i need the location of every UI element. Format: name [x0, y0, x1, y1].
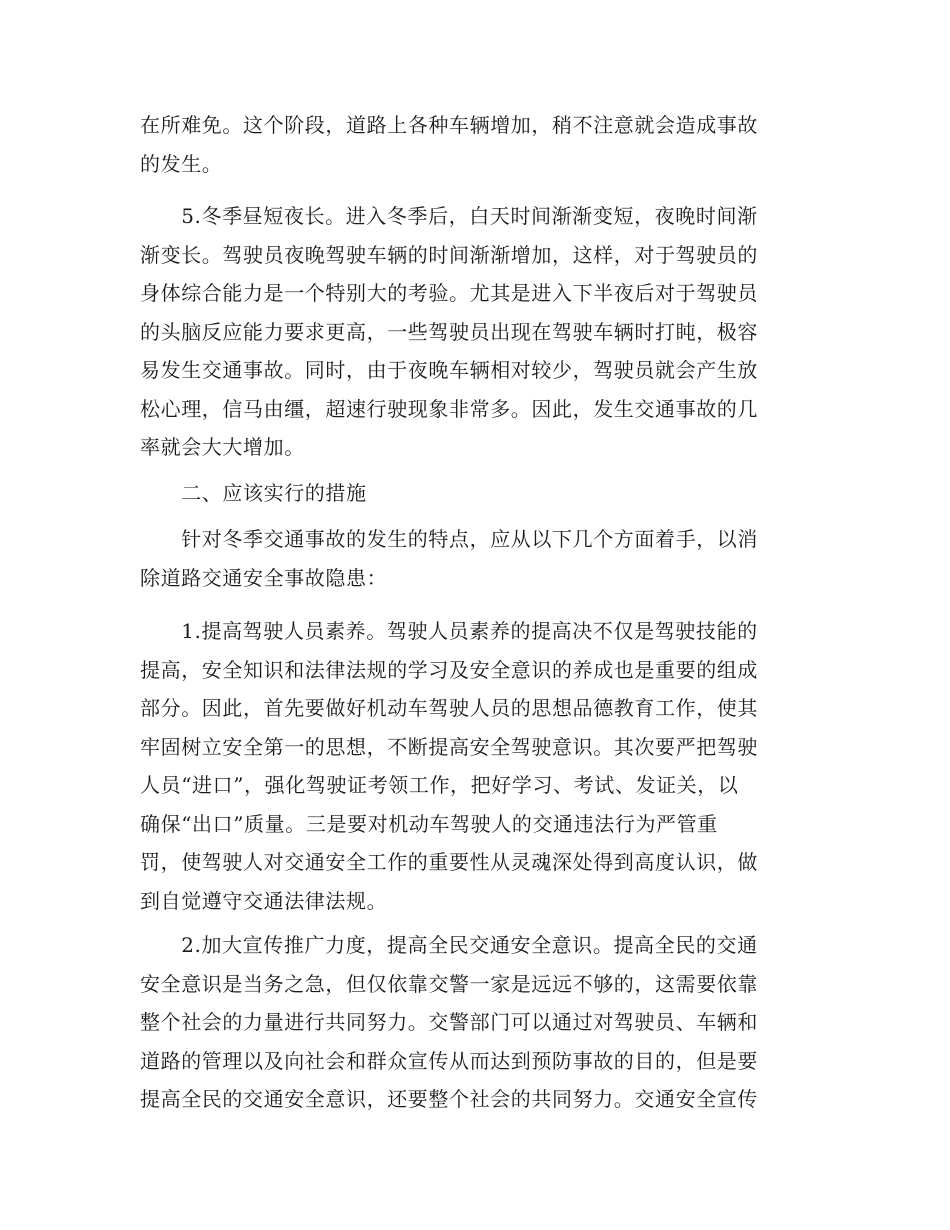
text-line: 道路的管理以及向社会和群众宣传从而达到预防事故的目的，但是要: [140, 1048, 758, 1073]
text-line: 二、应该实行的措施: [140, 481, 367, 505]
text-line: 提高全民的交通安全意识，还要整个社会的共同努力。交通安全宣传: [140, 1087, 758, 1111]
text-line: 部分。因此，首先要做好机动车驾驶人员的思想品德教育工作，使其: [140, 696, 758, 720]
text-line: 5.冬季昼短夜长。进入冬季后，白天时间渐渐变短，夜晚时间渐: [140, 204, 758, 228]
paragraph-continuation: [140, 106, 800, 183]
text-line: 安全意识是当务之急，但仅依靠交警一家是远远不够的，这需要依靠: [140, 971, 758, 996]
text-line: 率就会大大增加。: [140, 435, 305, 459]
section-heading: [140, 474, 800, 513]
text-line: 整个社会的力量进行共同努力。交警部门可以通过对驾驶员、车辆和: [140, 1010, 758, 1034]
paragraph-measure-1: [140, 612, 800, 920]
text-line: 渐变长。驾驶员夜晚驾驶车辆的时间渐渐增加，这样，对于驾驶员的: [140, 242, 758, 267]
text-line: 人员“进口”，强化驾驶证考领工作，把好学习、考试、发证关，以: [140, 773, 739, 797]
text-line: 2.加大宣传推广力度，提高全民交通安全意识。提高全民的交通: [140, 933, 758, 957]
text-line: 的头脑反应能力要求更高，一些驾驶员出现在驾驶车辆时打盹，极容: [140, 319, 758, 344]
text-line: 牢固树立安全第一的思想，不断提高安全驾驶意识。其次要严把驾驶: [140, 734, 758, 759]
text-line: 罚，使驾驶人对交通安全工作的重要性从灵魂深处得到高度认识，做: [140, 850, 758, 874]
paragraph-intro: [140, 520, 800, 597]
paragraph-measure-2: [140, 926, 800, 1119]
paragraph-item-5: [140, 197, 800, 467]
text-line: 确保“出口”质量。三是要对机动车驾驶人的交通违法行为严管重: [140, 811, 718, 836]
text-line: 到自觉遵守交通法律法规。: [140, 888, 388, 913]
text-line: 易发生交通事故。同时，由于夜晚车辆相对较少，驾驶员就会产生放: [140, 358, 758, 382]
text-line: 松心理，信马由缰，超速行驶现象非常多。因此，发生交通事故的几: [140, 396, 758, 421]
text-line: 在所难免。这个阶段，道路上各种车辆增加，稍不注意就会造成事故: [140, 113, 758, 137]
text-line: 的发生。: [140, 151, 223, 176]
text-line: 针对冬季交通事故的发生的特点，应从以下几个方面着手，以消: [140, 527, 758, 551]
text-line: 身体综合能力是一个特别大的考验。尤其是进入下半夜后对于驾驶员: [140, 281, 758, 305]
text-line: 提高，安全知识和法律法规的学习及安全意识的养成也是重要的组成: [140, 657, 758, 682]
text-line: 1.提高驾驶人员素养。驾驶人员素养的提高决不仅是驾驶技能的: [140, 619, 758, 643]
text-line: 除道路交通安全事故隐患：: [140, 565, 388, 590]
